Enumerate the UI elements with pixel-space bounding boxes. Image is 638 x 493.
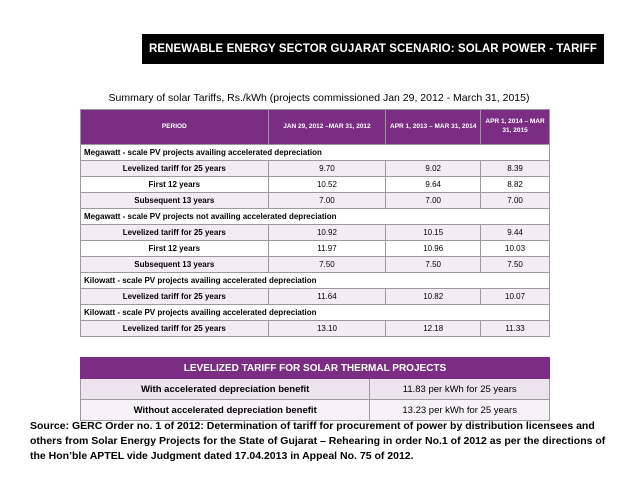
group-title: Kilowatt - scale PV projects availing accelerated depreciation <box>81 273 550 289</box>
cell-value: 8.39 <box>481 161 550 177</box>
cell-value: 7.50 <box>481 257 550 273</box>
row-label: Levelized tariff for 25 years <box>81 289 269 305</box>
table-row <box>81 257 550 273</box>
row-label: Levelized tariff for 25 years <box>81 321 269 337</box>
header-period-2012: JAN 29, 2012 –MAR 31, 2012 <box>268 110 386 145</box>
cell-value: 10.82 <box>386 289 481 305</box>
cell-value: 9.70 <box>268 161 386 177</box>
table-subtitle: Summary of solar Tariffs, Rs./kWh (projects commissioned Jan 29, 2012 - March 31, 2015) <box>108 92 530 104</box>
row-label: Subsequent 13 years <box>81 257 269 273</box>
cell-value: 11.33 <box>481 321 550 337</box>
cell-value: 9.02 <box>386 161 481 177</box>
table-header-row <box>81 110 550 145</box>
cell-value: 9.64 <box>386 177 481 193</box>
cell-value: 8.82 <box>481 177 550 193</box>
slide-title: RENEWABLE ENERGY SECTOR GUJARAT SCENARIO: SOLAR POWER - TARIFF <box>142 34 604 64</box>
row-label: With accelerated depreciation benefit <box>81 379 370 400</box>
group-row <box>81 305 550 321</box>
table-row <box>81 177 550 193</box>
cell-value: 7.50 <box>386 257 481 273</box>
cell-value: 7.00 <box>481 193 550 209</box>
header-period: PERIOD <box>81 110 269 145</box>
cell-value: 11.83 per kWh for 25 years <box>370 379 550 400</box>
solar-thermal-tariff-table <box>80 357 550 421</box>
cell-value: 10.52 <box>268 177 386 193</box>
cell-value: 10.03 <box>481 241 550 257</box>
row-label: Without accelerated depreciation benefit <box>81 400 370 421</box>
cell-value: 10.96 <box>386 241 481 257</box>
cell-value: 7.00 <box>268 193 386 209</box>
row-label: First 12 years <box>81 177 269 193</box>
table-row <box>81 225 550 241</box>
row-label: Levelized tariff for 25 years <box>81 161 269 177</box>
cell-value: 13.23 per kWh for 25 years <box>370 400 550 421</box>
table-row <box>81 379 550 400</box>
header-period-2014-2015: APR 1, 2014 – MAR 31, 2015 <box>481 110 550 145</box>
solar-pv-tariff-table <box>80 109 550 337</box>
table-row <box>81 321 550 337</box>
cell-value: 11.97 <box>268 241 386 257</box>
group-title: Kilowatt - scale PV projects availing accelerated depreciation <box>81 305 550 321</box>
row-label: Levelized tariff for 25 years <box>81 225 269 241</box>
row-label: Subsequent 13 years <box>81 193 269 209</box>
cell-value: 7.50 <box>268 257 386 273</box>
cell-value: 10.92 <box>268 225 386 241</box>
table-row <box>81 241 550 257</box>
cell-value: 10.15 <box>386 225 481 241</box>
group-title: Megawatt - scale PV projects availing accelerated depreciation <box>81 145 550 161</box>
cell-value: 12.18 <box>386 321 481 337</box>
group-title: Megawatt - scale PV projects not availing accelerated depreciation <box>81 209 550 225</box>
source-note: Source: GERC Order no. 1 of 2012: Determination of tariff for procurement of power by distribution licensees and others from Solar Energy Projects for the State of Gujarat – Rehearing in order No.1 of 2012 as per the directions of the Hon’ble APTEL vide Judgment dated 17.04.2013 in Appeal No. 75 of 2012. <box>30 420 606 462</box>
group-row <box>81 209 550 225</box>
cell-value: 9.44 <box>481 225 550 241</box>
thermal-header: LEVELIZED TARIFF FOR SOLAR THERMAL PROJECTS <box>81 358 550 379</box>
row-label: First 12 years <box>81 241 269 257</box>
cell-value: 11.64 <box>268 289 386 305</box>
header-period-2013-2014: APR 1, 2013 – MAR 31, 2014 <box>386 110 481 145</box>
table-row <box>81 193 550 209</box>
cell-value: 13.10 <box>268 321 386 337</box>
table-row <box>81 289 550 305</box>
table-row <box>81 161 550 177</box>
table-row <box>81 400 550 421</box>
cell-value: 10.07 <box>481 289 550 305</box>
group-row <box>81 273 550 289</box>
group-row <box>81 145 550 161</box>
cell-value: 7.00 <box>386 193 481 209</box>
